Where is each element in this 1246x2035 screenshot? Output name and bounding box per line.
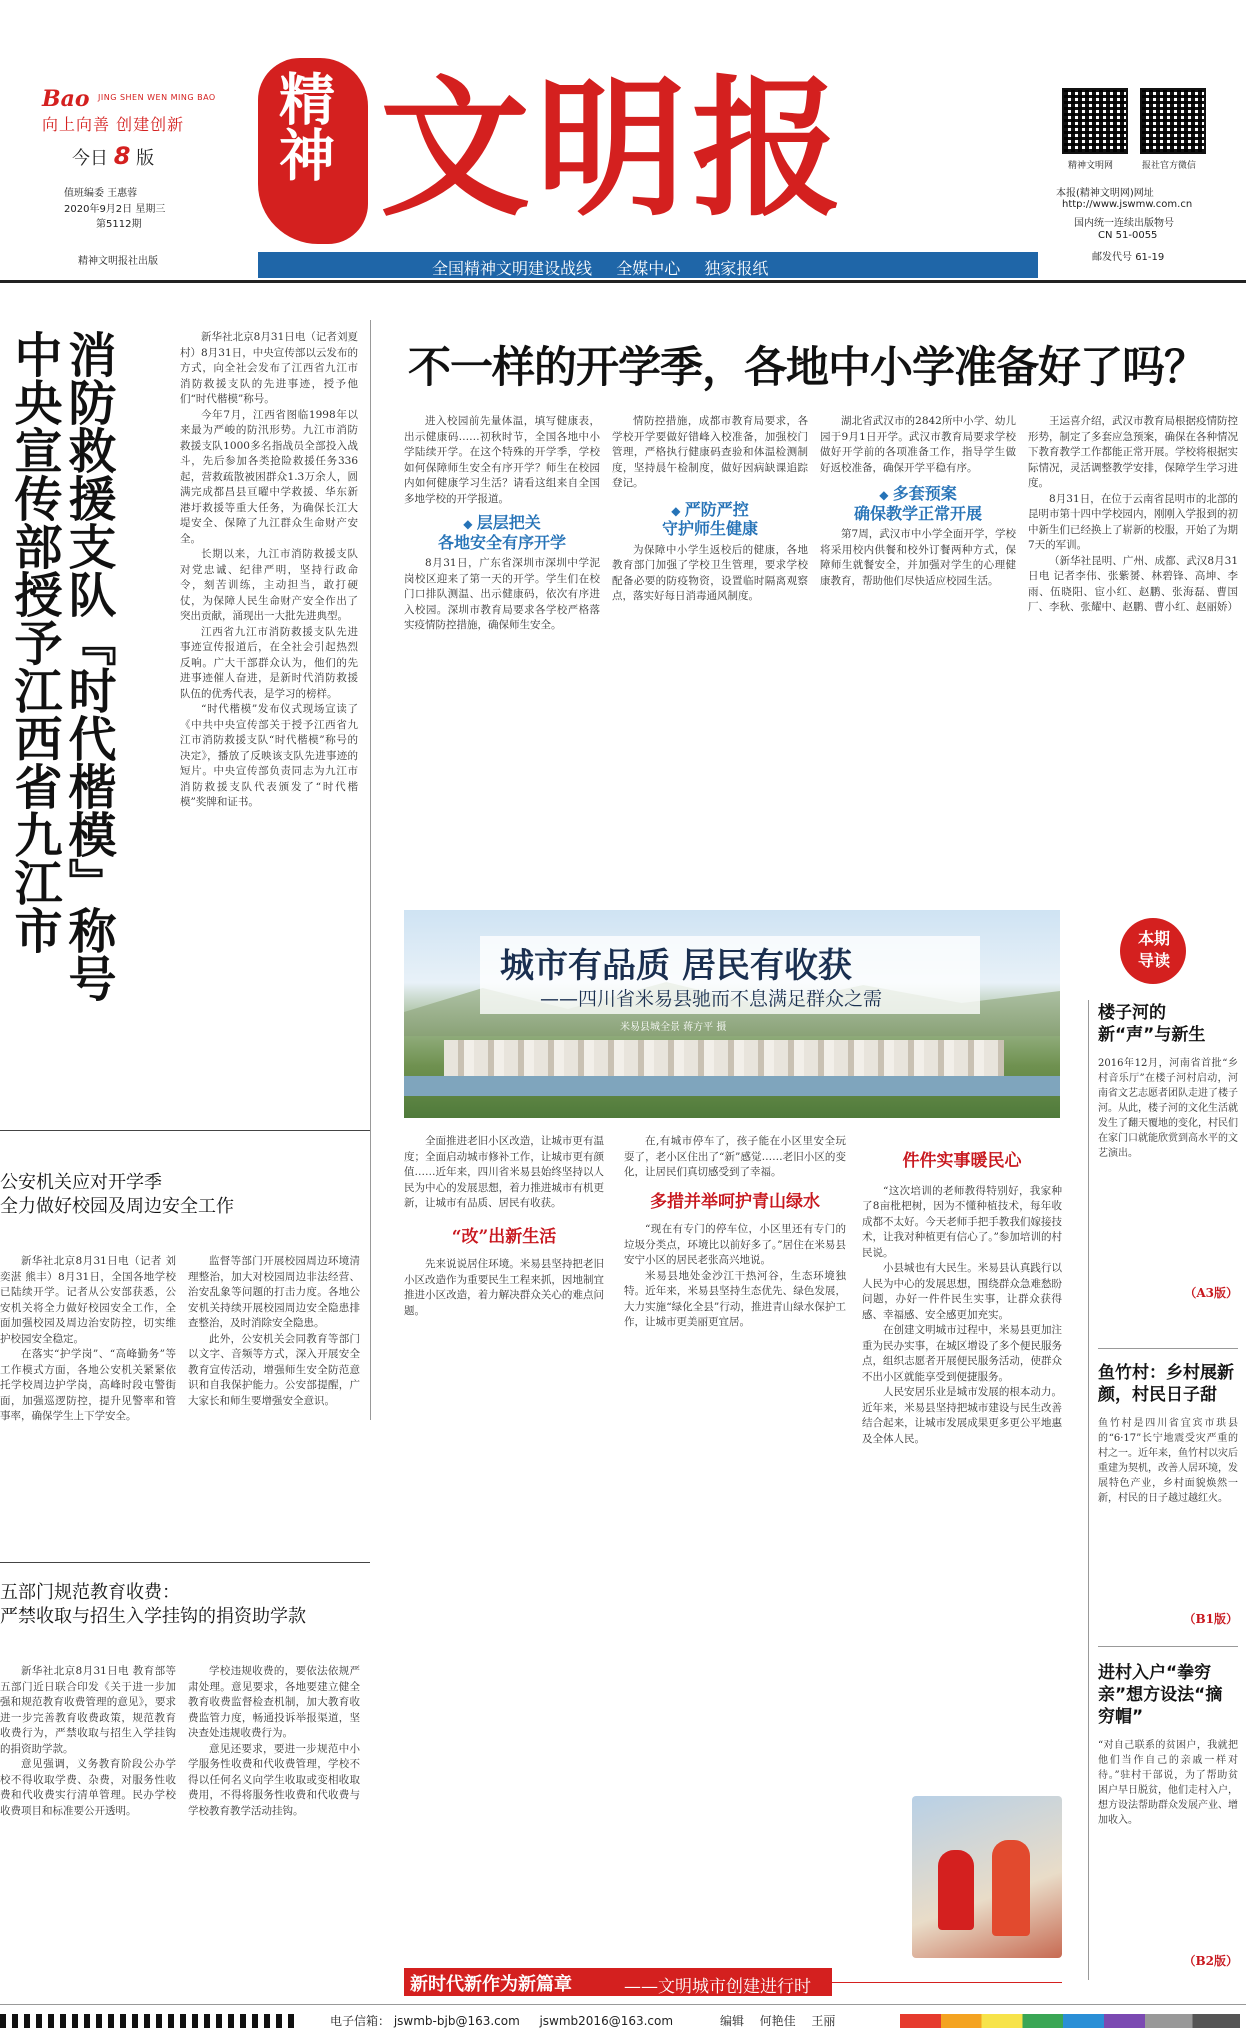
today-label: 今日 [72,148,108,169]
headline: 不一样的开学季，各地中小学准备好了吗？ [408,343,1206,393]
para: 人民安居乐业是城市发展的根本动力。近年来，米易县坚持把城市建设与民生改善结合起来，让城市发展成果更多更公平地惠及全体人民。 [862,1386,1062,1445]
email-1[interactable]: jswmb-bjb@163.com [393,2014,520,2028]
para: 王运喜介绍，武汉市教育局根据疫情防控形势，制定了多套应急预案，确保在各种情况下教育教学工作都能正常开展。学校将根据实际情况，灵活调整教学安排，保障学生学习进度。 [1028,415,1238,489]
website-url[interactable]: http://www.jswmw.com.cn [1062,199,1193,210]
issue-number: 第5112期 [96,219,142,230]
para: 在创建文明城市过程中，米易县更加注重为民办实事，在城区增设了多个便民服务点，组织志愿者开展便民服务活动，使群众不出小区就能享受到便捷服务。 [862,1324,1062,1383]
sidebar-item-body: 鱼竹村是四川省宜宾市珙县的“6·17”长宁地震受灾严重的村之一。近年来，鱼竹村以灾后重建为契机，改善人居环境，发展特色产业，乡村面貌焕然一新，村民的日子越过越红火。 [1098,1418,1238,1504]
feature-photo-subtitle: ——四川省米易县驰而不息满足群众之需 [540,988,883,1010]
credit: （新华社昆明、广州、成都、武汉8月31日电 记者李伟、张紫赟、林碧锋、高坤、李雨、伍晓阳、宦小红、赵鹏、张海磊、曹国厂、李秋、张耀中、赵鹏、曹小红、赵丽娇） [1028,554,1238,613]
publisher: 精神文明报社出版 [78,256,158,267]
subhead-3: ◆ 严防严控 [671,499,749,519]
editor-2: 王丽 [811,2014,836,2028]
color-bar-right [900,2014,1240,2028]
postal-box [1092,248,1164,263]
police-title-2: 全力做好校园及周边安全工作 [0,1196,234,1217]
lead-para: 江西省九江市消防救援支队先进事迹宣传报道后，在全社会引起热烈反响。广大干部群众认为，他们的先进事迹催人奋进，是新时代消防救援队伍的优秀代表，是学习的榜样。 [180,625,358,700]
cn-number: CN 51-0055 [1098,230,1158,241]
sidebar-rule [1098,1348,1238,1349]
footer-email [330,2012,673,2029]
education-title-2: 严禁收取与招生入学挂钩的捐资助学款 [0,1606,306,1627]
diamond-icon: ◆ [879,488,893,502]
lead-divider [370,320,371,1420]
subhead-green: 多措并举呵护青山绿水 [650,1191,820,1212]
para: 此外，公安机关会同教育等部门以文字、音频等方式，深入开展安全教育宣传活动，增强师生安全防范意识和自我保护能力。公安部提醒，广大家长和师生要增强安全意识。 [188,1332,360,1407]
para: 学校违规收费的，要依法依规严肃处理。意见要求，各地要建立健全教育收费监督检查机制，加大教育收费监管力度，畅通投诉举报渠道，坚决查处违规收费行为。 [188,1665,360,1739]
today-unit: 版 [136,148,155,169]
sidebar-item-body: 2016年12月，河南省首批“乡村音乐厅”在楼子河村启动，河南省文艺志愿者团队走进了楼子河。从此，楼子河的文化生活就发生了翻天覆地的变化，村民们在家门口就能欣赏到高水平的文艺演出。 [1098,1058,1238,1159]
para: 新华社北京8月31日电（记者 刘奕湛 熊丰）8月31日，全国各地学校已陆续开学。记者从公安部获悉，公安机关将全力做好校园安全工作，全面加强校园及周边治安防控，切实维护校园安全稳定。 [0,1255,176,1345]
editor-label: 编辑 [720,2014,745,2028]
qr2-label: 报社官方微信 [1142,161,1197,171]
slogan: 向上向善 创建创新 [42,115,185,134]
education-col-1 [0,1664,176,1994]
qr-code-1[interactable] [1062,88,1128,154]
subhead-5: ◆ 多套预案 [879,484,957,503]
subhead-change: “改”出新生活 [451,1226,557,1247]
badge-line-1: 本期 [1137,929,1170,948]
badge-line-2: 导读 [1137,951,1170,970]
banner-item-3: 独家报纸 [704,259,769,278]
para: 8月31日，广东省深圳市深圳中学泥岗校区迎来了第一天的开学。学生们在校门口排队测温、出示健康码，依次有序进入校园。深圳市教育局要求各学校严格落实疫情防控措施，确保师生安全。 [404,557,600,631]
para: 小县城也有大民生。米易县认真践行以人民为中心的发展思想，围绕群众急难愁盼问题，办好一件件民生实事，让群众获得感、幸福感、安全感更加充实。 [862,1262,1062,1321]
section-rule [0,1130,370,1131]
sidebar-item-3[interactable] [1098,1662,1238,1969]
title-big: 文明报 [380,61,849,237]
para: “这次培训的老师教得特别好，我家种了8亩枇杷树，因为不懂种植技术，每年收成都不太好。今天老师手把手教我们嫁接技术，让我对种植更有信心了。”参加培训的村民说。 [862,1184,1062,1259]
section-rule [0,1562,370,1563]
today-count: 8 [113,142,131,170]
sidebar-item-body: “对自己联系的贫困户，我就把他们当作自己的亲戚一样对待。”驻村干部说，为了帮助贫困户早日脱贫，他们走村入户，想方设法帮助群众发展产业、增加收入。 [1098,1740,1238,1826]
para: 在落实“护学岗”、“高峰勤务”等工作模式方面，各地公安机关紧紧依托学校周边护学岗，高峰时段屯警街面，加强巡逻防控，提升见警率和管事率，确保学生上下学安全。 [0,1348,176,1422]
headline-col-3 [820,414,1016,894]
issue-date: 2020年9月2日 星期三 [64,204,166,215]
editor-1: 何艳佳 [759,2014,796,2028]
sidebar-item-1[interactable] [1098,1002,1238,1301]
subhead-4: 守护师生健康 [661,519,758,538]
duty-editor: 值班编委 王惠蓉 [64,188,138,199]
feature-col-1 [404,1134,604,1964]
footer-editors [720,2012,835,2029]
para: 情防控措施，成都市教育局要求，各学校开学要做好错峰入校准备，加强校门管理，严格执行健康码查验和体温检测制度，坚持晨午检制度，做好因病缺课追踪登记。 [612,415,808,489]
qr1-label: 精神文明网 [1068,161,1114,171]
headline-col-4 [1028,414,1238,894]
lead-title-2: 中央宣传部授予江西省九江市 [6,330,62,954]
sidebar-item-page: （B2版） [1183,1954,1238,1968]
subhead-6: 确保教学正常开展 [853,503,982,523]
lead-title-1: 消防救援支队『时代楷模』称号 [60,330,116,1002]
logo-text: Bao [42,86,90,112]
para: 意见强调，义务教育阶段公办学校不得收取学费、杂费，对服务性收费和代收费实行清单管理。民办学校收费项目和标准要公开透明。 [0,1758,176,1817]
feature-col-2 [624,1134,846,1964]
sidebar-rule [1098,1646,1238,1647]
police-col-2 [188,1254,360,1554]
subhead-practical: 件件实事暖民心 [902,1151,1022,1171]
feature-photo-caption: 米易县城全景 蒋方平 摄 [620,1022,727,1033]
para: 意见还要求，要进一步规范中小学服务性收费和代收费管理，学校不得以任何名义向学生收取或变相收取费用，不得将服务性收费和代收费与学校教育教学活动挂钩。 [188,1742,360,1817]
feature-photo-title: 城市有品质 居民有收获 [500,946,852,986]
para: “现在有专门的停车位，小区里还有专门的垃圾分类点，环境比以前好多了。”居住在米易县安宁小区的居民老张高兴地说。 [624,1223,846,1266]
sidebar-badge-text [1132,928,1176,972]
banner-item-2: 全媒中心 [616,259,681,278]
sidebar-item-title: 进村入户“拳穷亲”想方设法“摘穷帽” [1098,1663,1223,1727]
subhead-1: ◆ 层层把关 [463,513,541,532]
headline-col-2 [612,414,808,894]
lead-body [180,330,358,1110]
color-bar [0,2014,300,2028]
sidebar-item-title: 楼子河的新“声”与新生 [1098,1003,1206,1045]
para: 进入校园前先量体温，填写健康表，出示健康码……初秋时节，全国各地中小学陆续开学。在这个特殊的开学季，学校如何保障师生安全有序开学？师生在校园内如何健康学习生活？请看这组来自全国多地学校的开学报道。 [404,415,600,505]
feature-footer-title: 新时代新作为新篇章 [410,1974,572,1995]
para: 为保障中小学生返校后的健康，各地教育部门加强了学校卫生管理，要求学校配备必要的防疫物资，设置临时隔离观察点，落实好每日消毒通风制度。 [612,543,808,602]
education-title-1: 五部门规范教育收费： [0,1582,180,1603]
sidebar-item-title: 鱼竹村：乡村展新颜，村民日子甜 [1098,1363,1234,1405]
lead-para: “时代楷模”发布仪式现场宣读了《中共中央宣传部关于授予江西省九江市消防救援支队“时代楷模”称号的决定》，播放了反映该支队先进事迹的短片。中央宣传部负责同志为九江市消防救援支队代表颁发了“时代楷模”奖牌和证书。 [180,703,358,808]
top-rule [0,280,1246,283]
headline-col-1 [404,414,600,894]
pinyin: JING SHEN WEN MING BAO [98,93,216,102]
feature-footer-line [832,1982,1062,1983]
diamond-icon: ◆ [671,503,685,518]
sidebar-divider [1088,1000,1089,1980]
para: 在,有城市停车了，孩子能在小区里安全玩耍了，老小区住出了“新”感觉……老旧小区的变化，让居民们真切感受到了幸福。 [624,1135,846,1178]
para: 米易县地处金沙江干热河谷，生态环境独特。近年来，米易县坚持生态优先、绿色发展，大力实施“绿化全县”行动，推进青山绿水保护工作，让城市更美丽更宜居。 [624,1269,846,1328]
banner-item-1: 全国精神文明建设战线 [432,259,593,278]
para: 监督等部门开展校园周边环境清理整治，加大对校园周边非法经营、治安乱象等问题的打击力度。各地公安机关持续开展校园周边安全隐患排查整治，及时消除安全隐患。 [188,1255,360,1329]
para: 湖北省武汉市的2842所中小学、幼儿园于9月1日开学。武汉市教育局要求学校做好开学前的各项准备工作，指导学生做好返校准备，确保开学平稳有序。 [820,415,1016,474]
postal-label: 邮发代号 [1092,252,1132,263]
para: 第7周，武汉市中小学全面开学，学校将采用校内供餐和校外订餐两种方式，保障师生就餐安全，并加强对学生的心理健康教育，帮助他们尽快适应校园生活。 [820,528,1016,587]
sidebar-item-page: （A3版） [1184,1286,1238,1300]
sidebar-item-page: （B1版） [1183,1612,1238,1626]
postal-number: 61-19 [1135,252,1165,263]
masthead [0,0,1246,278]
website-label: 本报(精神文明网)网址 [1056,188,1154,199]
para: 新华社北京8月31日电 教育部等五部门近日联合印发《关于进一步加强和规范教育收费管理的意见》，要求进一步完善教育收费政策，规范教育收费行为，严禁收取与招生入学挂钩的捐资助学款。 [0,1665,176,1755]
title-small: 精神 [270,70,336,182]
email-label: 电子信箱： [330,2014,391,2028]
feature-footer-sub: ——文明城市创建进行时 [624,1977,811,1997]
police-title-1: 公安机关应对开学季 [0,1172,162,1193]
volunteer-photo [912,1796,1062,1958]
sidebar-item-2[interactable] [1098,1362,1238,1627]
para: 先来说说居住环境。米易县坚持把老旧小区改造作为重要民生工程来抓，因地制宜推进小区改造，着力解决群众关心的难点问题。 [404,1258,604,1317]
cn-label: 国内统一连续出版物号 [1074,218,1174,229]
email-2[interactable]: jswmb2016@163.com [539,2014,674,2028]
para: 全面推进老旧小区改造，让城市更有温度；全面启动城市修补工作，让城市更有颜值……近年来，四川省米易县始终坚持以人民为中心的发展思想，着力推进城市有机更新，让城市有品质、居民有收获。 [404,1135,604,1209]
diamond-icon: ◆ [463,517,477,531]
logo [42,86,90,112]
education-col-2 [188,1664,360,1994]
para: 8月31日，在位于云南省昆明市的北部的昆明市第十四中学校园内，刚刚入学报到的初中新生们已经换上了崭新的校服，开始了为期7天的军训。 [1028,492,1238,551]
feature-col-3 [862,1134,1062,1794]
qr-code-2[interactable] [1140,88,1206,154]
banner-text [432,256,768,279]
lead-para: 长期以来，九江市消防救援支队对党忠诚、纪律严明，坚持行政命令，刻苦训练，主动担当，敢打硬仗，为保障人民生命财产安全作出了突出贡献，涌现出一大批先进典型。 [180,548,358,622]
lead-para: 新华社北京8月31日电（记者刘夏村）8月31日，中央宣传部以云发布的方式，向全社会发布了江西省九江市消防救援支队的先进事迹，授予他们“时代楷模”称号。 [180,331,358,405]
lead-para: 今年7月，江西省图临1998年以来最为严峻的防汛形势。九江市消防救援支队1000多名指战员全部投入战斗，先后参加各类抢险救援任务336起，营救疏散被困群众1.3万余人，圆满完成都昌县亘曜中学救援、华东新港圩救援等重大任务，为确保长江大堤安全、保障了九江群众生命财产安全。 [180,408,358,545]
police-col-1 [0,1254,176,1574]
subhead-2: 各地安全有序开学 [437,532,566,552]
today-box [72,142,154,170]
